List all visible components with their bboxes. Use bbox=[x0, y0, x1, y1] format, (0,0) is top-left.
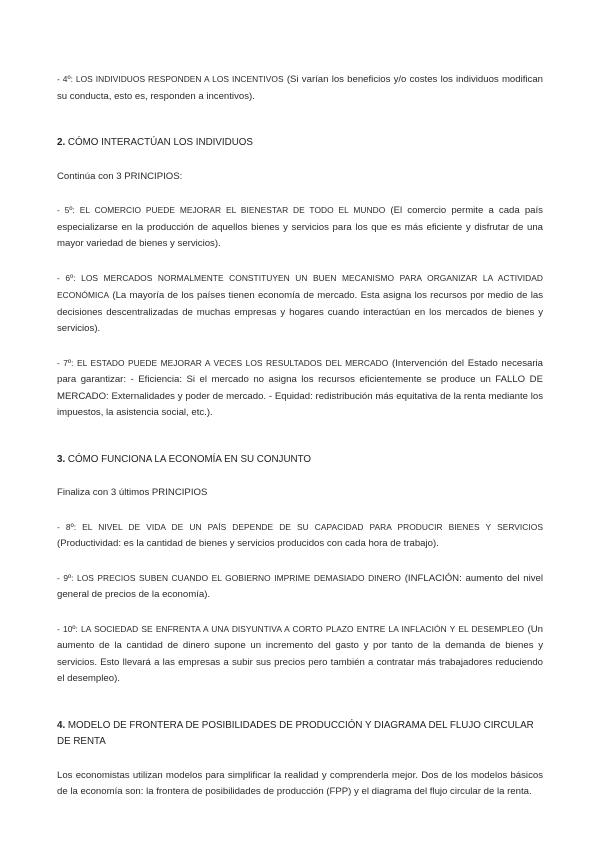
principle-8-paragraph bbox=[57, 519, 543, 553]
principle-6-paragraph bbox=[57, 270, 543, 338]
principle-6-heading: - 6º: LOS MERCADOS NORMALMENTE CONSTITUYEN UN BUEN MECANISMO PARA ORGANIZAR LA ACTIVIDAD ECONÓMICA bbox=[57, 272, 543, 300]
section-3-title: CÓMO FUNCIONA LA ECONOMÍA EN SU CONJUNTO bbox=[65, 453, 312, 465]
principle-9-heading: - 9º: LOS PRECIOS SUBEN CUANDO EL GOBIERNO IMPRIME DEMASIADO DINERO bbox=[57, 572, 401, 583]
principle-4-heading: - 4º: LOS INDIVIDUOS RESPONDEN A LOS INCENTIVOS bbox=[57, 74, 284, 84]
principle-7-paragraph bbox=[57, 355, 543, 422]
section-3-heading bbox=[57, 452, 543, 469]
section-4-title: MODELO DE FRONTERA DE POSIBILIDADES DE PRODUCCIÓN Y DIAGRAMA DEL FLUJO CIRCULAR DE RENTA bbox=[57, 719, 534, 747]
principle-5-heading: - 5º: EL COMERCIO PUEDE MEJORAR EL BIENESTAR DE TODO EL MUNDO bbox=[57, 205, 386, 215]
principle-8-text: (Productividad: es la cantidad de bienes y servicios producidos con cada hora de trabajo). bbox=[57, 538, 439, 549]
principle-5-paragraph bbox=[57, 202, 543, 253]
section-4-body: Los economistas utilizan modelos para simplificar la realidad y comprenderla mejor. Dos de los modelos básicos de la economía son: la frontera de posibilidades de producción (FPP) y el diagrama del flujo circular de la renta. bbox=[57, 769, 543, 797]
section-3-number: 3. bbox=[57, 453, 66, 465]
principle-5-text: (El comercio permite a cada país especializarse en la producción de aquellos bienes y servicios para los que es más eficiente y disfrutar de una mayor variedad de bienes y servicios). bbox=[57, 205, 543, 249]
section-2-heading bbox=[57, 135, 543, 152]
principle-10-text: (Un aumento de la cantidad de dinero supone un incremento del gasto y por tanto de la demanda de bienes y servicios. Esto llevará a las empresas a subir sus precios pero también a contratar más trabajadores reduciendo el desempleo). bbox=[57, 623, 543, 684]
principle-6-text: (La mayoría de los países tienen economía de mercado. Esta asigna los recursos por medio de las decisiones descentralizadas de muchas empresas y hogares cuando interactúan en los mercados de bienes y servicios). bbox=[57, 290, 543, 334]
principle-10-paragraph bbox=[57, 621, 543, 688]
section-3-intro: Finaliza con 3 últimos PRINCIPIOS bbox=[57, 487, 208, 498]
section-2-number: 2. bbox=[57, 137, 66, 148]
principle-4-paragraph bbox=[57, 71, 543, 105]
section-4-number: 4. bbox=[57, 719, 66, 731]
principle-4-text: (Si varían los beneficios y/o costes los individuos modifican su conducta, esto es, responden a incentivos). bbox=[57, 74, 543, 102]
principle-7-heading: - 7º: EL ESTADO PUEDE MEJORAR A VECES LOS RESULTADOS DEL MERCADO bbox=[57, 357, 389, 368]
principle-9-paragraph bbox=[57, 570, 543, 604]
section-2-intro: Continúa con 3 PRINCIPIOS: bbox=[57, 170, 183, 182]
principle-9-text: (INFLACIÓN: aumento del nivel general de precios de la economía). bbox=[57, 572, 543, 600]
principle-8-heading: - 8º: EL NIVEL DE VIDA DE UN PAÍS DEPENDE DE SU CAPACIDAD PARA PRODUCIR BIENES Y SERVICIOS bbox=[57, 521, 543, 532]
principle-7-text: (Intervención del Estado necesaria para garantizar: - Eficiencia: Si el mercado no asigna los recursos eficientemente se produce un FALLO DE MERCADO: Externalidades y poder de mercado. - Equidad: redistribución más equitativa de la renta mediante los impuestos, la asistencia social, etc.). bbox=[57, 357, 544, 418]
section-2-title: CÓMO INTERACTÚAN LOS INDIVIDUOS bbox=[65, 137, 253, 148]
principle-10-heading: - 10º: LA SOCIEDAD SE ENFRENTA A UNA DISYUNTIVA A CORTO PLAZO ENTRE LA INFLACIÓN Y EL DESEMPLEO bbox=[57, 623, 525, 634]
document-content bbox=[57, 71, 543, 801]
section-4-heading bbox=[57, 718, 543, 751]
